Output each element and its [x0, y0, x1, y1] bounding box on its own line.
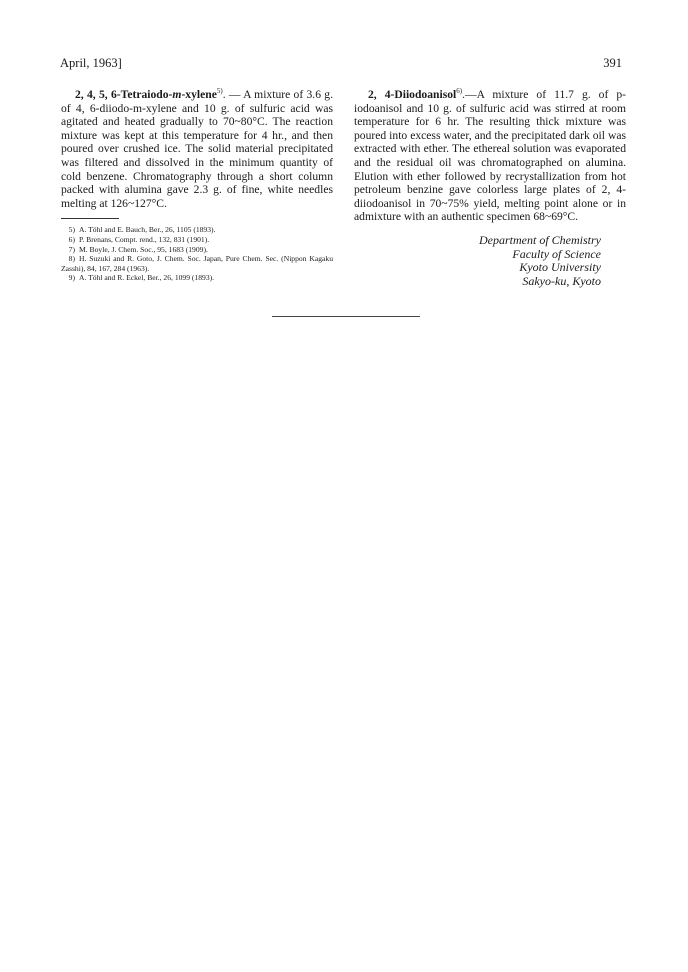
paragraph-body: . — A mixture of 3.6 g. of 4, 6-diiodo-m-xylene and 10 g. of sulfuric acid was agitated and heated gradually to 70~80°C. The reaction mixture was kept at this temperature for 4 hr., and then poured over crushed ice. The solid material precipitated was filtered and dissolved in the minimum quantity of cold benzene. Chromatography through a short column packed with alumina gave 2.3 g. of fine, white needles melting at 126~127°C.	[61, 88, 333, 210]
end-of-article-rule	[272, 316, 420, 317]
footnotes	[61, 225, 333, 283]
footnote: 7) M. Boyle, J. Chem. Soc., 95, 1683 (1909).	[68, 244, 208, 254]
paragraph-body: .—A mixture of 11.7 g. of p-iodoanisol and 10 g. of sulfuric acid was stirred at room temperature for 6 hr. The resulting thick mixture was poured into excess water, and the precipitated dark oil was extracted with ether. The ethereal solution was evaporated and the residual oil was chromatographed on alumina. Elution with ether followed by recrystallization from hot petroleum benzine gave colorless large plates of 2, 4-diiodoanisol in 70~75% yield, melting point alone or in admixture with an authentic specimen 68~69°C.	[354, 88, 627, 224]
reference-marker: 5)	[216, 87, 223, 96]
footnote: 5) A. Töhl and E. Bauch, Ber., 26, 1105 (1893).	[68, 225, 216, 235]
footnote: 6) P. Brenans, Compt. rend., 132, 831 (1901).	[68, 234, 210, 244]
tetraiodo-xylene-paragraph	[61, 88, 333, 210]
footnote: 8) H. Suzuki and R. Goto, J. Chem. Soc. Japan, Pure Chem. Sec. (Nippon Kagaku Zasshi), 84, 167, 284 (1963).	[61, 254, 333, 273]
diiodoanisol-paragraph	[354, 88, 626, 224]
running-header-date: April, 1963]	[60, 56, 122, 70]
author-affiliation: Department of Chemistry Faculty of Science Kyoto University Sakyo-ku, Kyoto	[479, 232, 601, 288]
footnote: 9) A. Töhl and R. Eckel, Ber., 26, 1099 (1893).	[68, 273, 215, 283]
right-column	[354, 88, 626, 288]
footnote-divider	[61, 218, 119, 219]
left-column	[61, 88, 333, 283]
compound-heading-diiodoanisol: 2, 4-Diiodoanisol	[368, 88, 457, 101]
page-number: 391	[603, 56, 622, 70]
reference-marker: 6)	[456, 87, 463, 96]
compound-heading-tetraiodo-xylene: 2, 4, 5, 6-Tetraiodo-m-xylene	[75, 88, 217, 101]
